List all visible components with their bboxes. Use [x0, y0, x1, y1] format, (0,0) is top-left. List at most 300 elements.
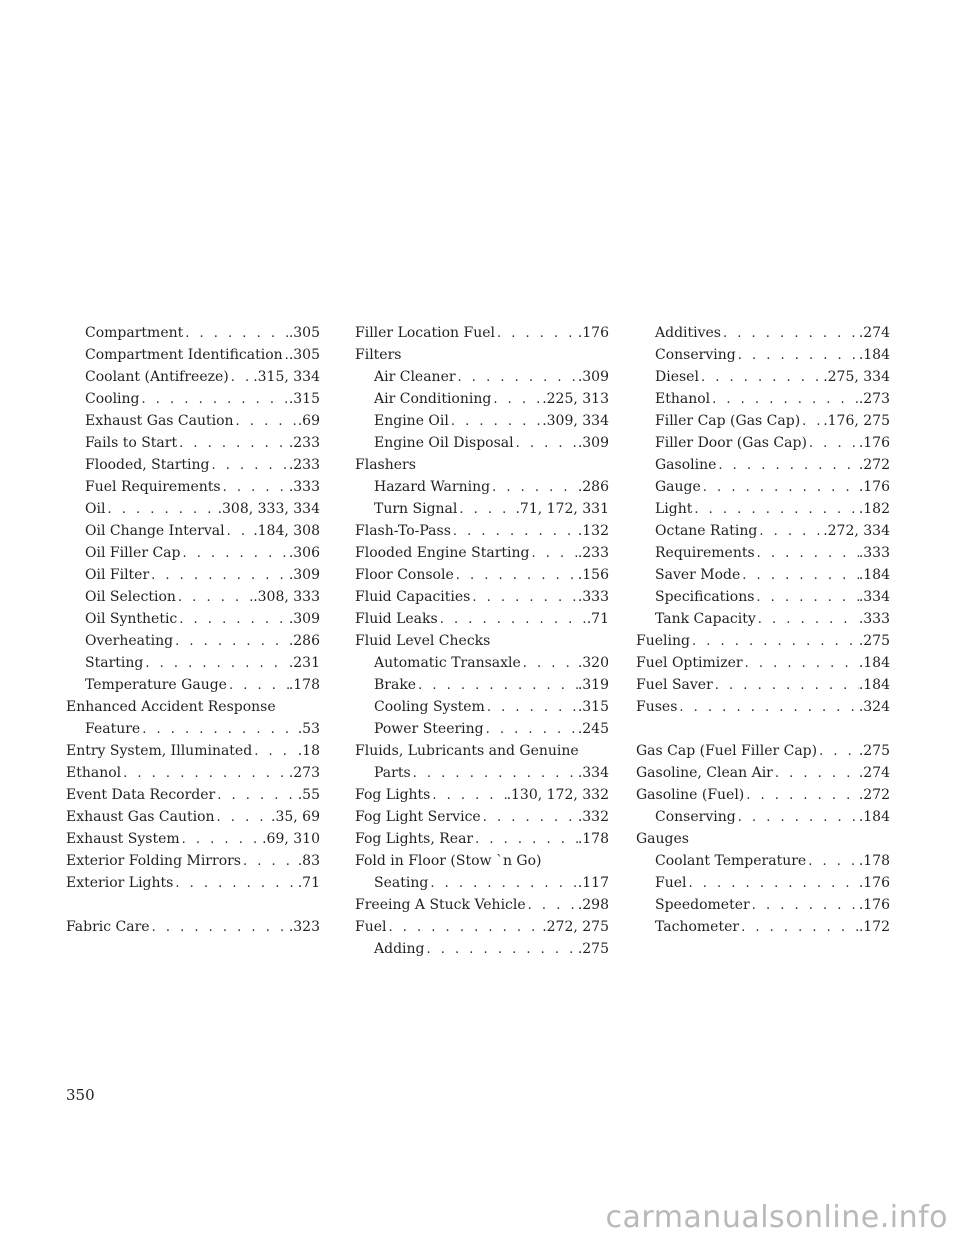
- index-term: Light: [655, 501, 693, 517]
- index-term: Gauges: [636, 831, 689, 847]
- index-term: Fog Light Service: [355, 809, 481, 825]
- leader-dots: [149, 565, 289, 586]
- leader-dots: [177, 433, 289, 454]
- index-subentry: [66, 652, 320, 674]
- index-term: Saver Mode: [655, 567, 741, 583]
- leader-dots: [143, 653, 288, 674]
- leader-dots: [526, 895, 578, 916]
- index-entry: [355, 828, 609, 850]
- leader-dots: [140, 389, 289, 410]
- index-page-ref: .324: [858, 699, 890, 715]
- leader-dots: [756, 609, 859, 630]
- index-entry: [355, 322, 609, 344]
- index-term: Fog Lights: [355, 787, 431, 803]
- index-term: Flooded Engine Starting: [355, 545, 530, 561]
- index-column-3: [636, 322, 890, 938]
- index-subentry: [355, 388, 609, 410]
- leader-dots: [210, 455, 289, 476]
- index-page-ref: .178: [577, 831, 609, 847]
- index-subentry: [636, 344, 890, 366]
- index-page-ref: .308, 333: [253, 589, 320, 605]
- index-term: Oil Synthetic: [85, 611, 178, 627]
- index-page-ref: .309: [288, 611, 320, 627]
- index-subentry: [636, 916, 890, 938]
- index-term: Requirements: [655, 545, 755, 561]
- leader-dots: [817, 741, 859, 762]
- index-term: Fluid Capacities: [355, 589, 471, 605]
- index-subentry: [355, 410, 609, 432]
- index-page-ref: .274: [858, 765, 890, 781]
- leader-dots: [773, 763, 859, 784]
- leader-dots: [173, 873, 297, 894]
- page-number: 350: [66, 1086, 95, 1104]
- index-page-ref: .231: [288, 655, 320, 671]
- index-subentry: [636, 410, 890, 432]
- leader-dots: [743, 653, 859, 674]
- leader-dots: [180, 829, 262, 850]
- index-term: Coolant (Antifreeze): [85, 369, 229, 385]
- leader-dots: [514, 433, 578, 454]
- index-page-ref: .275, 334: [823, 369, 890, 385]
- index-term: Fuel: [355, 919, 387, 935]
- index-term: Oil: [85, 501, 106, 517]
- index-page-ref: .184: [858, 567, 890, 583]
- index-entry: [355, 806, 609, 828]
- index-subentry: [66, 608, 320, 630]
- index-term: Ethanol: [66, 765, 122, 781]
- leader-dots: [177, 609, 289, 630]
- index-entry: [66, 784, 320, 806]
- index-page-ref: .309, 334: [542, 413, 609, 429]
- index-entry: [355, 520, 609, 542]
- leader-dots: [425, 939, 578, 960]
- leader-dots: [221, 477, 289, 498]
- index-subentry: [636, 586, 890, 608]
- leader-dots: [252, 741, 298, 762]
- index-term: Flash-To-Pass: [355, 523, 451, 539]
- index-page-ref: .184: [858, 347, 890, 363]
- leader-dots: [744, 785, 859, 806]
- index-subentry: [66, 410, 320, 432]
- leader-dots: [692, 499, 858, 520]
- index-subentry: [355, 432, 609, 454]
- leader-dots: [411, 763, 578, 784]
- index-page-ref: .35, 69: [271, 809, 320, 825]
- index-term: Fuel Optimizer: [636, 655, 743, 671]
- index-page-ref: .332: [577, 809, 609, 825]
- leader-dots: [721, 323, 859, 344]
- leader-dots: [754, 587, 858, 608]
- index-page-ref: .245: [577, 721, 609, 737]
- index-entry: [355, 850, 609, 872]
- index-page-ref: .275: [858, 633, 890, 649]
- index-subentry: [66, 630, 320, 652]
- index-entry: [66, 740, 320, 762]
- index-entry: [66, 916, 320, 938]
- leader-dots: [176, 587, 253, 608]
- index-page-ref: .176, 275: [823, 413, 890, 429]
- index-page-ref: .53: [297, 721, 320, 737]
- index-column-1: [66, 322, 320, 938]
- index-term: Oil Filler Cap: [85, 545, 181, 561]
- leader-dots: [677, 697, 858, 718]
- index-page-ref: .176: [858, 479, 890, 495]
- index-page-ref: .55: [297, 787, 320, 803]
- leader-dots: [225, 521, 254, 542]
- index-term: Turn Signal: [374, 501, 458, 517]
- index-page-ref: .315: [577, 699, 609, 715]
- leader-dots: [750, 895, 859, 916]
- index-page-ref: .178: [858, 853, 890, 869]
- index-page-ref: .333: [858, 611, 890, 627]
- index-term: Fails to Start: [85, 435, 178, 451]
- leader-dots: [807, 433, 859, 454]
- index-term: Cooling: [85, 391, 140, 407]
- leader-dots: [227, 675, 289, 696]
- index-page-ref: .333: [577, 589, 609, 605]
- index-term: Fluids, Lubricants and Genuine: [355, 743, 579, 759]
- index-term: Filler Door (Gas Cap): [655, 435, 807, 451]
- index-spacer: [66, 894, 320, 916]
- index-page-ref: .275: [858, 743, 890, 759]
- index-term: Filler Cap (Gas Cap): [655, 413, 801, 429]
- leader-dots: [457, 499, 515, 520]
- watermark: carmanualsonline.info: [605, 1200, 948, 1235]
- index-page-ref: .71: [586, 611, 609, 627]
- index-term: Tachometer: [655, 919, 740, 935]
- index-term: Freeing A Stuck Vehicle: [355, 897, 526, 913]
- leader-dots: [451, 521, 578, 542]
- index-subentry: [66, 586, 320, 608]
- index-term: Conserving: [655, 347, 736, 363]
- index-term: Entry System, Illuminated: [66, 743, 253, 759]
- index-term: Seating: [374, 875, 429, 891]
- index-page-ref: .130, 172, 332: [506, 787, 609, 803]
- index-entry: [636, 652, 890, 674]
- index-term: Event Data Recorder: [66, 787, 216, 803]
- index-subentry: [66, 718, 320, 740]
- leader-dots: [495, 323, 578, 344]
- index-term: Floor Console: [355, 567, 454, 583]
- leader-dots: [521, 653, 578, 674]
- leader-dots: [757, 521, 823, 542]
- index-subentry: [636, 476, 890, 498]
- index-page-ref: .272, 334: [823, 523, 890, 539]
- index-term: Air Cleaner: [374, 369, 456, 385]
- index-term: Filters: [355, 347, 402, 363]
- index-page-ref: .176: [858, 435, 890, 451]
- leader-dots: [736, 807, 859, 828]
- index-page-ref: .117: [577, 875, 609, 891]
- index-page-ref: .333: [858, 545, 890, 561]
- index-page-ref: .305: [288, 347, 320, 363]
- index-term: Speedometer: [655, 897, 750, 913]
- index-subentry: [636, 872, 890, 894]
- leader-dots: [215, 785, 298, 806]
- leader-dots: [740, 565, 859, 586]
- index-term: Octane Rating: [655, 523, 758, 539]
- index-entry: [66, 828, 320, 850]
- index-page-ref: .132: [577, 523, 609, 539]
- index-page-ref: .334: [858, 589, 890, 605]
- index-entry: [355, 454, 609, 476]
- index-page-ref: .184: [858, 809, 890, 825]
- index-entry: [355, 784, 609, 806]
- index-page-ref: .323: [288, 919, 320, 935]
- leader-dots: [121, 763, 289, 784]
- leader-dots: [736, 345, 859, 366]
- leader-dots: [755, 543, 859, 564]
- index-subentry: [636, 432, 890, 454]
- index-page-ref: .83: [297, 853, 320, 869]
- index-page-ref: .176: [858, 875, 890, 891]
- index-entry: [355, 916, 609, 938]
- index-term: Power Steering: [374, 721, 484, 737]
- index-term: Fluid Level Checks: [355, 633, 491, 649]
- index-term: Oil Change Interval: [85, 523, 225, 539]
- index-page-ref: .305: [288, 325, 320, 341]
- leader-dots: [456, 367, 578, 388]
- index-term: Enhanced Accident Response: [66, 699, 276, 715]
- leader-dots: [105, 499, 217, 520]
- index-entry: [636, 784, 890, 806]
- index-term: Fueling: [636, 633, 690, 649]
- leader-dots: [234, 411, 298, 432]
- index-entry: [636, 674, 890, 696]
- index-page-ref: .18: [297, 743, 320, 759]
- index-page-ref: .178: [288, 677, 320, 693]
- index-subentry: [355, 872, 609, 894]
- index-term: Compartment: [85, 325, 184, 341]
- index-page-ref: .225, 313: [542, 391, 609, 407]
- index-subentry: [636, 894, 890, 916]
- index-page-ref: .71: [297, 875, 320, 891]
- index-page-ref: .306: [288, 545, 320, 561]
- index-term: Cooling System: [374, 699, 485, 715]
- index-term: Fuel Requirements: [85, 479, 221, 495]
- index-entry: [636, 696, 890, 718]
- leader-dots: [454, 565, 578, 586]
- index-entry: [355, 344, 609, 366]
- leader-dots: [173, 631, 289, 652]
- index-subentry: [66, 454, 320, 476]
- index-term: Exhaust System: [66, 831, 180, 847]
- leader-dots: [716, 455, 858, 476]
- index-term: Fuses: [636, 699, 678, 715]
- index-page-ref: .71, 172, 331: [515, 501, 609, 517]
- index-subentry: [66, 476, 320, 498]
- leader-dots: [215, 807, 271, 828]
- index-term: Flashers: [355, 457, 416, 473]
- index-term: Filler Location Fuel: [355, 325, 495, 341]
- index-spacer: [636, 718, 890, 740]
- index-subentry: [636, 498, 890, 520]
- index-term: Exterior Lights: [66, 875, 174, 891]
- index-page-ref: .315: [288, 391, 320, 407]
- index-term: Exhaust Gas Caution: [85, 413, 234, 429]
- index-entry: [66, 762, 320, 784]
- leader-dots: [481, 807, 578, 828]
- index-entry: [66, 696, 320, 718]
- index-term: Additives: [655, 325, 721, 341]
- index-term: Gasoline (Fuel): [636, 787, 745, 803]
- leader-dots: [140, 719, 298, 740]
- index-subentry: [636, 322, 890, 344]
- leader-dots: [485, 697, 578, 718]
- leader-dots: [229, 367, 253, 388]
- index-page-ref: .333: [288, 479, 320, 495]
- index-page-ref: .309: [288, 567, 320, 583]
- index-subentry: [636, 806, 890, 828]
- index-page-ref: .315, 334: [253, 369, 320, 385]
- index-term: Automatic Transaxle: [374, 655, 521, 671]
- leader-dots: [710, 389, 859, 410]
- index-page-ref: .308, 333, 334: [217, 501, 320, 517]
- index-subentry: [355, 696, 609, 718]
- index-page-ref: .273: [858, 391, 890, 407]
- index-term: Brake: [374, 677, 417, 693]
- index-subentry: [66, 366, 320, 388]
- leader-dots: [713, 675, 859, 696]
- index-page-ref: .320: [577, 655, 609, 671]
- index-term: Coolant Temperature: [655, 853, 807, 869]
- index-term: Engine Oil Disposal: [374, 435, 514, 451]
- index-page-ref: .182: [858, 501, 890, 517]
- index-subentry: [636, 388, 890, 410]
- leader-dots: [687, 873, 859, 894]
- index-term: Temperature Gauge: [85, 677, 227, 693]
- index-subentry: [66, 432, 320, 454]
- leader-dots: [183, 323, 289, 344]
- index-term: Gas Cap (Fuel Filler Cap): [636, 743, 818, 759]
- index-entry: [636, 630, 890, 652]
- index-subentry: [66, 564, 320, 586]
- index-page-ref: .273: [288, 765, 320, 781]
- index-page-ref: .176: [577, 325, 609, 341]
- index-term: Fluid Leaks: [355, 611, 438, 627]
- index-term: Oil Selection: [85, 589, 176, 605]
- index-term: Fog Lights, Rear: [355, 831, 474, 847]
- index-page-ref: .172: [858, 919, 890, 935]
- leader-dots: [150, 917, 289, 938]
- index-subentry: [355, 762, 609, 784]
- index-term: Exhaust Gas Caution: [66, 809, 215, 825]
- index-term: Conserving: [655, 809, 736, 825]
- leader-dots: [180, 543, 288, 564]
- index-term: Specifications: [655, 589, 755, 605]
- index-term: Parts: [374, 765, 411, 781]
- index-entry: [636, 828, 890, 850]
- index-term: Feature: [85, 721, 141, 737]
- index-term: Diesel: [655, 369, 699, 385]
- leader-dots: [470, 587, 577, 608]
- index-entry: [355, 608, 609, 630]
- index-subentry: [355, 366, 609, 388]
- index-page-ref: .274: [858, 325, 890, 341]
- index-subentry: [636, 366, 890, 388]
- index-page-ref: .275: [577, 941, 609, 957]
- index-term: Ethanol: [655, 391, 711, 407]
- index-term: Engine Oil: [374, 413, 449, 429]
- index-term: Tank Capacity: [655, 611, 756, 627]
- index-page-ref: .309: [577, 369, 609, 385]
- index-subentry: [636, 454, 890, 476]
- index-page-ref: .272, 275: [542, 919, 609, 935]
- leader-dots: [438, 609, 587, 630]
- index-entry: [636, 740, 890, 762]
- index-term: Fold in Floor (Stow `n Go): [355, 853, 542, 869]
- leader-dots: [241, 851, 298, 872]
- index-entry: [355, 564, 609, 586]
- index-subentry: [66, 344, 320, 366]
- index-entry: [355, 542, 609, 564]
- leader-dots: [428, 873, 578, 894]
- index-page-ref: .272: [858, 787, 890, 803]
- index-term: Gasoline, Clean Air: [636, 765, 773, 781]
- index-term: Adding: [374, 941, 425, 957]
- index-subentry: [355, 674, 609, 696]
- index-entry: [355, 740, 609, 762]
- index-term: Flooded, Starting: [85, 457, 210, 473]
- leader-dots: [490, 477, 578, 498]
- index-subentry: [355, 652, 609, 674]
- leader-dots: [739, 917, 859, 938]
- leader-dots: [800, 411, 823, 432]
- leader-dots: [416, 675, 578, 696]
- index-subentry: [636, 564, 890, 586]
- leader-dots: [529, 543, 577, 564]
- leader-dots: [701, 477, 859, 498]
- index-page-ref: .184, 308: [253, 523, 320, 539]
- index-subentry: [355, 938, 609, 960]
- index-subentry: [66, 498, 320, 520]
- leader-dots: [806, 851, 859, 872]
- index-subentry: [66, 542, 320, 564]
- index-term: Fabric Care: [66, 919, 150, 935]
- index-subentry: [66, 520, 320, 542]
- index-term: Compartment Identification: [85, 347, 283, 363]
- index-page-ref: .286: [577, 479, 609, 495]
- index-page-ref: .69: [297, 413, 320, 429]
- index-term: Air Conditioning: [374, 391, 492, 407]
- index-subentry: [355, 718, 609, 740]
- index-page-ref: .69, 310: [262, 831, 320, 847]
- index-term: Hazard Warning: [374, 479, 491, 495]
- index-term: Starting: [85, 655, 144, 671]
- index-term: Oil Filter: [85, 567, 150, 583]
- leader-dots: [491, 389, 542, 410]
- index-term: Gauge: [655, 479, 701, 495]
- index-term: Fuel: [655, 875, 687, 891]
- leader-dots: [690, 631, 859, 652]
- index-page-ref: .334: [577, 765, 609, 781]
- index-page-ref: .309: [577, 435, 609, 451]
- leader-dots: [473, 829, 578, 850]
- index-page-ref: .272: [858, 457, 890, 473]
- index-entry: [355, 586, 609, 608]
- index-subentry: [66, 674, 320, 696]
- leader-dots: [449, 411, 542, 432]
- index-entry: [636, 762, 890, 784]
- index-page-ref: .184: [858, 677, 890, 693]
- index-subentry: [66, 322, 320, 344]
- index-page-ref: .319: [577, 677, 609, 693]
- index-entry: [66, 872, 320, 894]
- index-entry: [66, 850, 320, 872]
- index-subentry: [66, 388, 320, 410]
- index-page-ref: .156: [577, 567, 609, 583]
- index-column-2: [355, 322, 609, 960]
